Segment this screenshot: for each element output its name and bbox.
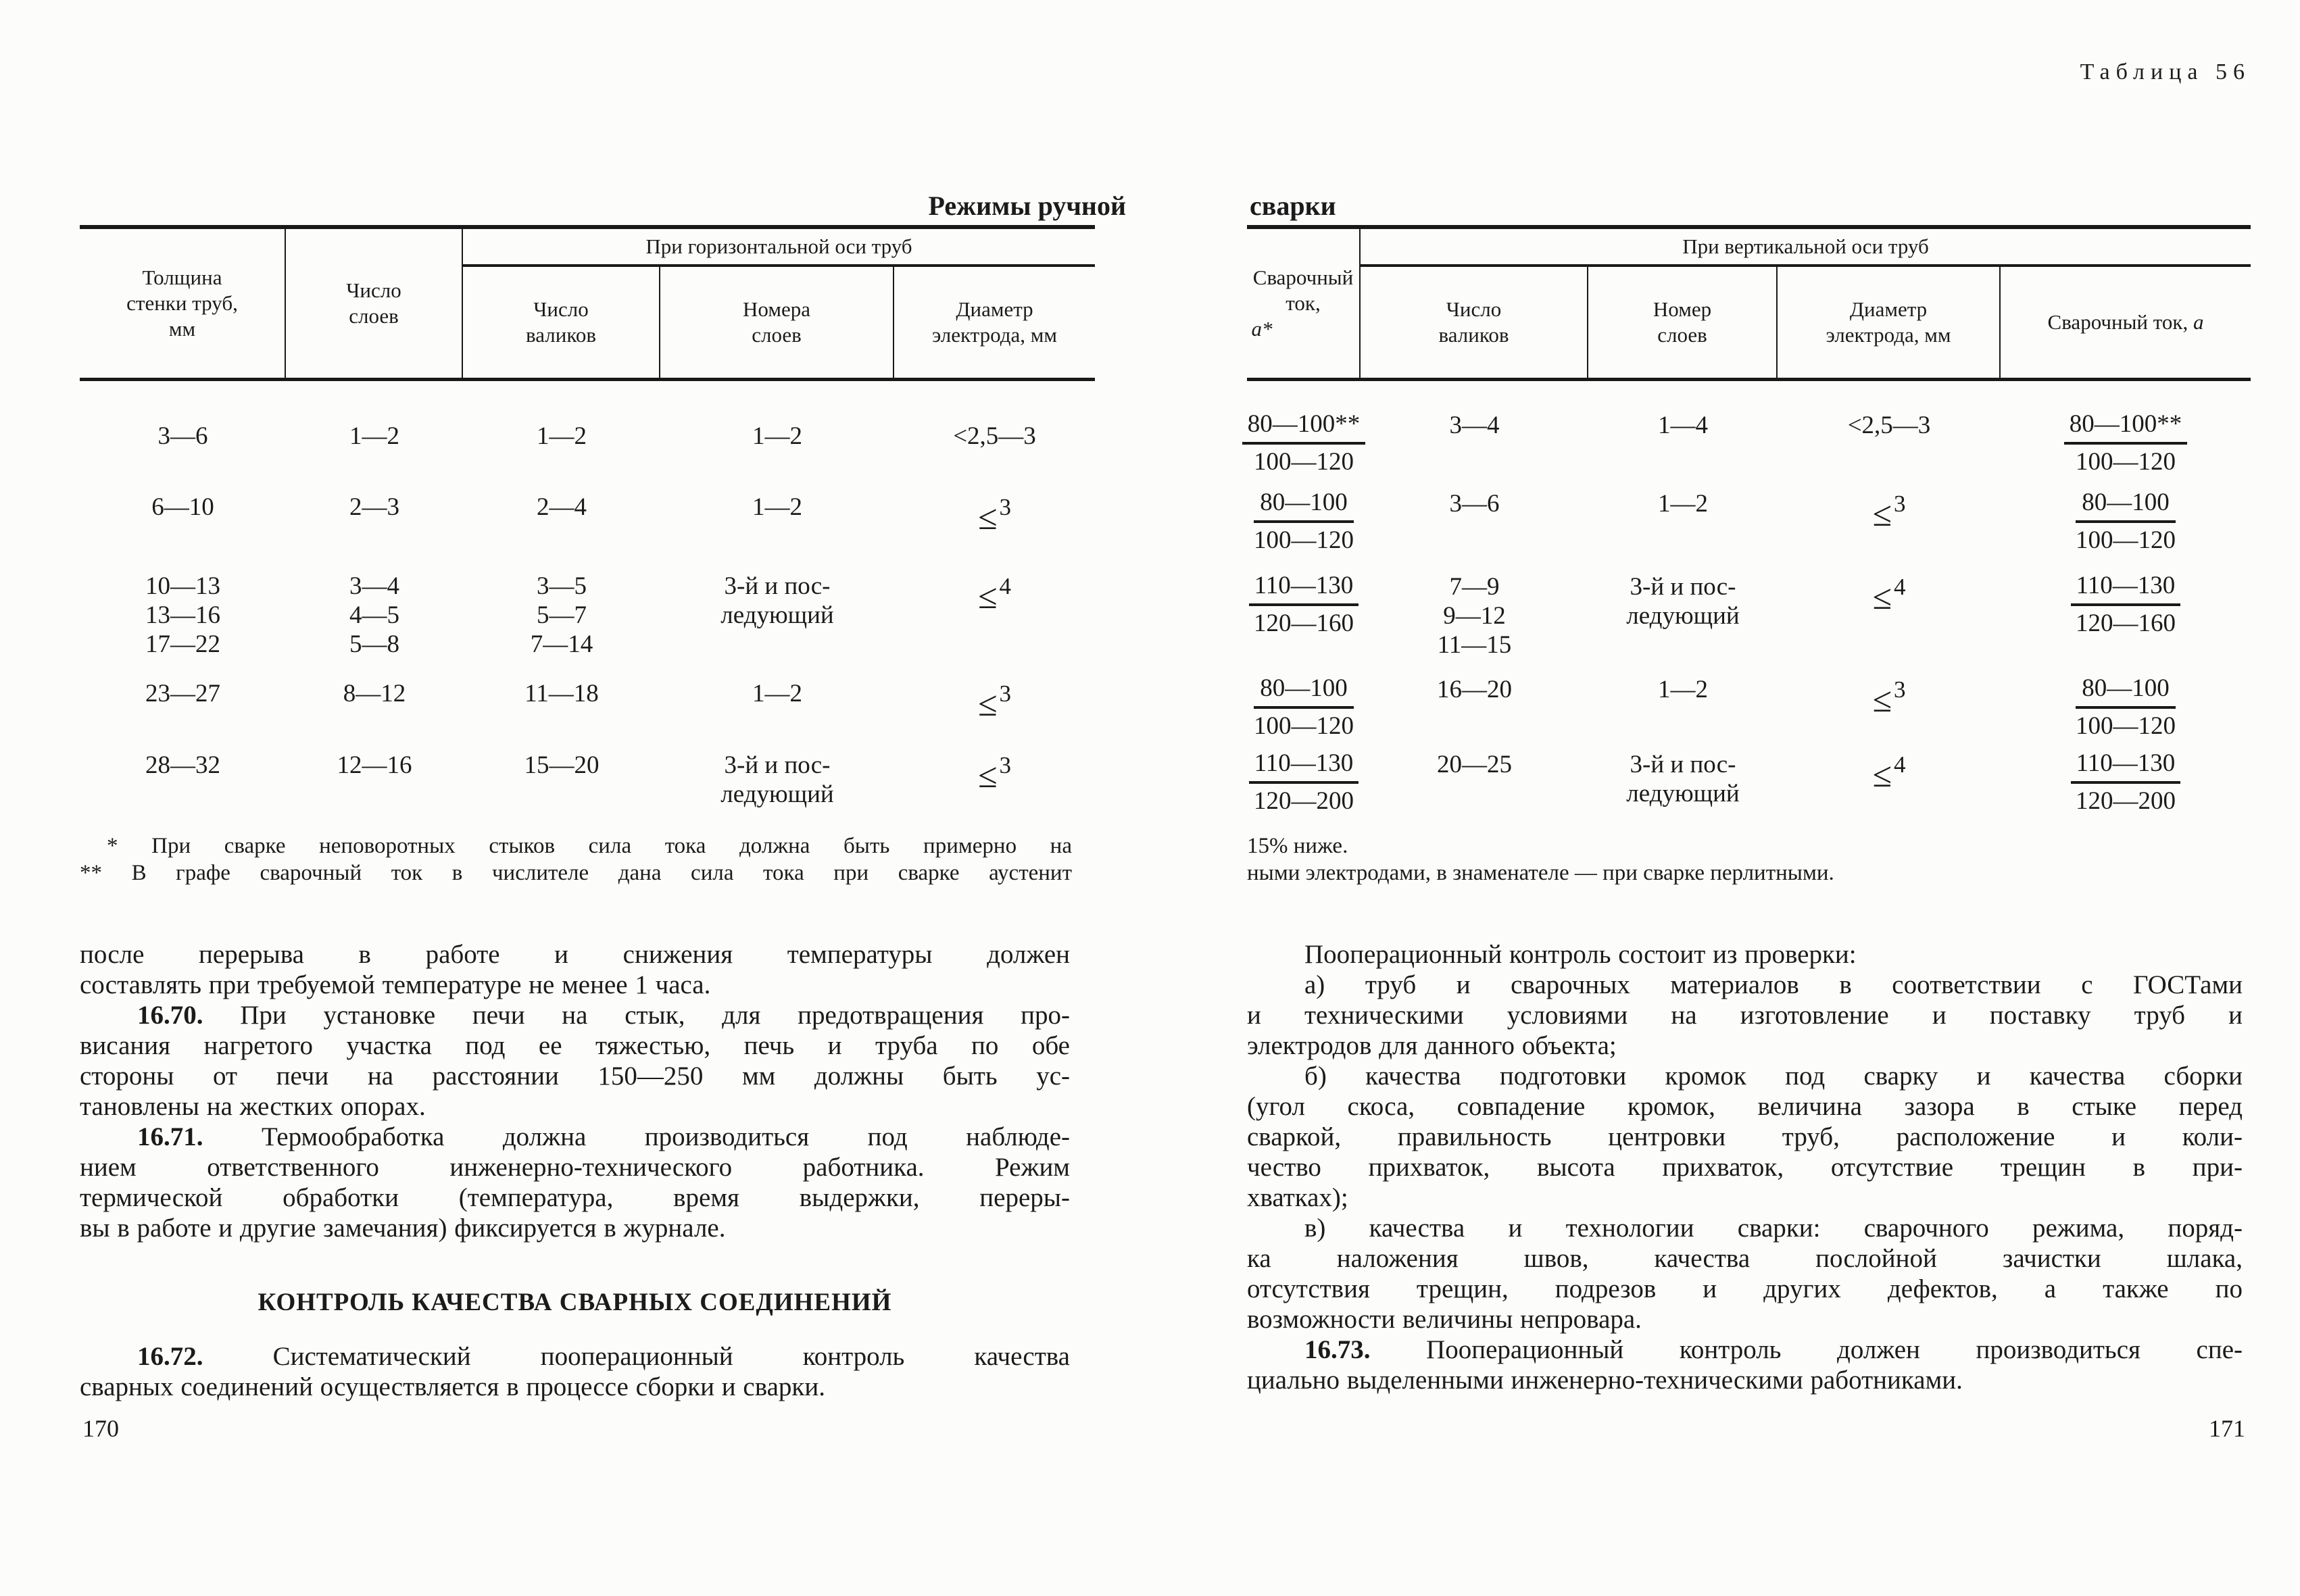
table-value: 9—12 bbox=[1443, 602, 1506, 630]
text-line: сварных соединений осуществляется в процессе сборки и сварки. bbox=[80, 1372, 825, 1401]
table-value: 1—2 bbox=[537, 422, 587, 450]
paragraph bbox=[1247, 970, 2243, 1061]
table-title-right-part: сварки bbox=[1250, 191, 1336, 221]
text-line: тановлены на жестких опорах. bbox=[80, 1092, 426, 1121]
table-cell bbox=[1588, 411, 1778, 476]
col-header-welding-current: Сварочный ток, а bbox=[2047, 310, 2204, 334]
text-line: электродов для данного объекта; bbox=[1247, 1031, 1617, 1060]
table-cell bbox=[660, 572, 894, 662]
table-cell bbox=[463, 572, 660, 662]
table-cell bbox=[1361, 675, 1588, 740]
footnote-line: 15% ниже. bbox=[1247, 834, 1348, 858]
table-footnotes-continued bbox=[1247, 832, 2251, 887]
fraction-denominator: 120—160 bbox=[1253, 609, 1354, 637]
table-cell bbox=[1778, 750, 2001, 824]
col-header-electrode-diameter: Диаметр электрода, мм bbox=[1778, 267, 2001, 378]
table-value: 13—16 bbox=[145, 601, 220, 629]
text-line: Пооперационный контроль состоит из проверки: bbox=[1304, 940, 1857, 969]
table-header bbox=[80, 225, 1095, 381]
text-line: 16.70. При установке печи на стык, для предотвращения про- bbox=[137, 1001, 1070, 1030]
fraction-numerator: 110—130 bbox=[2071, 572, 2181, 606]
text-line: чество прихваток, высота прихваток, отсутствие трещин в при- bbox=[1247, 1153, 2243, 1182]
table-cell bbox=[894, 572, 1095, 662]
fraction-numerator: 80—100 bbox=[2076, 675, 2176, 709]
current-fraction bbox=[2076, 675, 2176, 740]
table-value: ≤3 bbox=[977, 494, 1012, 537]
table-cell bbox=[1361, 750, 1588, 824]
fraction-numerator: 80—100** bbox=[1242, 411, 1366, 445]
table-value: 3-й и пос- bbox=[724, 572, 831, 600]
table-cell bbox=[1361, 411, 1588, 476]
fraction-denominator: 100—120 bbox=[2076, 448, 2176, 476]
paragraphs-after-heading bbox=[80, 1341, 1070, 1402]
table-cell bbox=[463, 751, 660, 820]
fraction-denominator: 100—120 bbox=[1254, 448, 1354, 476]
table-value: 3—6 bbox=[157, 422, 208, 450]
table-cell bbox=[286, 751, 463, 820]
right-page bbox=[1247, 0, 2251, 1596]
table-cell bbox=[660, 751, 894, 820]
page-number-left: 170 bbox=[82, 1415, 119, 1442]
table-cell-fraction bbox=[1247, 489, 1361, 554]
table-value: ≤3 bbox=[977, 752, 1012, 795]
text-line: сваркой, правильность центровки труб, расположение и коли- bbox=[1247, 1122, 2243, 1151]
table-value: <2,5—3 bbox=[953, 422, 1036, 450]
table-cell-fraction bbox=[1247, 750, 1361, 824]
welding-modes-table-horizontal bbox=[80, 225, 1095, 820]
current-fraction bbox=[1242, 411, 1366, 476]
footnote-line: ными электродами, в знаменателе — при сварке перлитными. bbox=[1247, 861, 1834, 885]
text-line: термической обработки (температура, время выдержки, переры- bbox=[80, 1183, 1070, 1212]
col-header-bead-count: Число валиков bbox=[1361, 267, 1588, 378]
table-cell-fraction bbox=[2001, 750, 2251, 824]
table-value: 3—5 bbox=[537, 572, 587, 600]
table-cell bbox=[660, 493, 894, 543]
text-line: в) качества и технологии сварки: сварочного режима, поряд- bbox=[1304, 1214, 2243, 1243]
table-cell bbox=[1778, 489, 2001, 554]
table-row bbox=[1247, 476, 2251, 553]
text-line: а) труб и сварочных материалов в соответствии с ГОСТами bbox=[1304, 970, 2243, 999]
fraction-numerator: 110—130 bbox=[1249, 750, 1359, 784]
fraction-denominator: 100—120 bbox=[2076, 712, 2176, 740]
table-value: 11—18 bbox=[524, 680, 599, 707]
table-value: 17—22 bbox=[145, 630, 220, 658]
text-line: вы в работе и другие замечания) фиксируется в журнале. bbox=[80, 1214, 726, 1243]
fraction-numerator: 80—100** bbox=[2064, 411, 2188, 445]
table-value: 1—2 bbox=[349, 422, 399, 450]
text-line: висания нагретого участка под ее тяжестью, печь и труба по обе bbox=[80, 1031, 1070, 1060]
table-cell bbox=[1588, 750, 1778, 824]
table-row bbox=[80, 662, 1095, 736]
table-value: 1—2 bbox=[1658, 676, 1708, 703]
table-row bbox=[1247, 739, 2251, 824]
fraction-numerator: 80—100 bbox=[1254, 675, 1354, 709]
table-cell bbox=[660, 679, 894, 736]
table-value: 1—2 bbox=[752, 422, 802, 450]
table-value: 2—4 bbox=[537, 493, 587, 521]
table-value: 15—20 bbox=[524, 751, 600, 779]
group-header-vertical-axis: При вертикальной оси труб bbox=[1361, 229, 2251, 267]
table-value: ≤4 bbox=[977, 573, 1012, 616]
table-row bbox=[80, 736, 1095, 820]
text-line: возможности величины непровара. bbox=[1247, 1305, 1642, 1334]
table-value: 3-й и пос- bbox=[1630, 573, 1736, 601]
table-value: 1—4 bbox=[1658, 412, 1708, 439]
body-text bbox=[80, 939, 1070, 1402]
table-value: 6—10 bbox=[151, 493, 214, 521]
table-value: 2—3 bbox=[349, 493, 399, 521]
table-value: 1—2 bbox=[752, 680, 802, 707]
table-row bbox=[80, 543, 1095, 662]
fraction-denominator: 100—120 bbox=[1254, 712, 1354, 740]
table-cell bbox=[1778, 572, 2001, 662]
table-cell bbox=[1588, 489, 1778, 554]
current-fraction bbox=[1249, 572, 1359, 637]
current-fraction bbox=[1254, 675, 1354, 740]
table-cell-fraction bbox=[2001, 675, 2251, 740]
footnote-line: ** В графе сварочный ток в числителе дана сила тока при сварке аустенит bbox=[80, 861, 1072, 885]
paragraph bbox=[80, 1000, 1070, 1122]
table-cell bbox=[286, 422, 463, 472]
group-header-horizontal-axis: При горизонтальной оси труб bbox=[463, 229, 1095, 267]
table-value: ледующий bbox=[720, 601, 834, 629]
table-cell bbox=[1361, 572, 1588, 662]
table-cell bbox=[1361, 489, 1588, 554]
table-cell bbox=[286, 572, 463, 662]
table-cell-fraction bbox=[2001, 489, 2251, 554]
table-value: 12—16 bbox=[337, 751, 412, 779]
table-cell bbox=[894, 751, 1095, 820]
paragraphs bbox=[80, 939, 1070, 1243]
table-value: <2,5—3 bbox=[1847, 412, 1931, 439]
text-line: и техническими условиями на изготовление и поставку труб и bbox=[1247, 1001, 2243, 1030]
table-value: 20—25 bbox=[1437, 751, 1512, 778]
text-line: хватках); bbox=[1247, 1183, 1348, 1212]
table-value: ≤4 bbox=[1872, 751, 1906, 795]
table-cell-fraction bbox=[1247, 411, 1361, 476]
table-value: 3—6 bbox=[1449, 490, 1500, 518]
fraction-denominator: 100—120 bbox=[2076, 526, 2176, 554]
table-cell bbox=[80, 679, 286, 736]
table-cell bbox=[660, 422, 894, 472]
page-number-right: 171 bbox=[2209, 1415, 2245, 1442]
text-line: циально выделенными инженерно-техническими работниками. bbox=[1247, 1366, 1963, 1395]
table-value: 23—27 bbox=[145, 680, 220, 707]
text-line: стороны от печи на расстоянии 150—250 мм должны быть ус- bbox=[80, 1062, 1070, 1091]
text-line: 16.71. Термообработка должна производиться под наблюде- bbox=[137, 1122, 1070, 1151]
table-row bbox=[1247, 553, 2251, 662]
text-line: ка наложения швов, качества послойной зачистки шлака, bbox=[1247, 1244, 2243, 1273]
current-fraction bbox=[2071, 572, 2181, 637]
table-body bbox=[80, 381, 1095, 820]
fraction-denominator: 120—160 bbox=[2075, 609, 2176, 637]
paragraph bbox=[80, 939, 1070, 1000]
text-line: отсутствия трещин, подрезов и других дефектов, а также по bbox=[1247, 1274, 2243, 1303]
col-header-bead-count: Число валиков bbox=[463, 267, 660, 378]
table-row bbox=[80, 381, 1095, 472]
footnote-line: * При сварке неповоротных стыков сила тока должна быть примерно на bbox=[107, 834, 1072, 858]
table-value: 3—4 bbox=[1449, 412, 1500, 439]
fraction-denominator: 120—200 bbox=[1253, 787, 1354, 815]
table-row bbox=[1247, 662, 2251, 739]
table-value: 11—15 bbox=[1437, 631, 1512, 659]
paragraph bbox=[80, 1122, 1070, 1243]
table-value: 7—14 bbox=[530, 630, 593, 658]
text-line: после перерыва в работе и снижения температуры должен bbox=[80, 940, 1070, 969]
table-header bbox=[1247, 225, 2251, 381]
table-cell-fraction bbox=[1247, 675, 1361, 740]
col-header-layer-number: Номер слоев bbox=[1588, 267, 1778, 378]
fraction-numerator: 80—100 bbox=[2076, 489, 2176, 523]
table-cell-fraction bbox=[2001, 411, 2251, 476]
table-caption-number: Таблица 56 bbox=[2080, 59, 2251, 84]
text-line: (угол скоса, совпадение кромок, величина зазора в стыке перед bbox=[1247, 1092, 2243, 1121]
section-heading: КОНТРОЛЬ КАЧЕСТВА СВАРНЫХ СОЕДИНЕНИЙ bbox=[258, 1289, 892, 1316]
welding-modes-table-vertical bbox=[1247, 225, 2251, 824]
table-cell bbox=[1778, 675, 2001, 740]
paragraph bbox=[1247, 1061, 2243, 1213]
text-line: 16.72. Систематический пооперационный контроль качества bbox=[137, 1342, 1070, 1371]
table-value: ≤4 bbox=[1872, 574, 1906, 617]
text-line: нием ответственного инженерно-технического работника. Режим bbox=[80, 1153, 1070, 1182]
table-value: 3-й и пос- bbox=[724, 751, 831, 779]
table-cell bbox=[80, 422, 286, 472]
fraction-numerator: 110—130 bbox=[1249, 572, 1359, 606]
table-row bbox=[80, 472, 1095, 543]
col-header-welding-current-note: Сварочный ток, а* bbox=[1247, 229, 1361, 378]
table-value: 1—2 bbox=[1658, 490, 1708, 518]
table-cell bbox=[1588, 675, 1778, 740]
fraction-numerator: 110—130 bbox=[2071, 750, 2181, 784]
table-title-left-part: Режимы ручной bbox=[928, 191, 1126, 221]
table-value: ≤3 bbox=[1872, 676, 1906, 720]
table-value: 3—4 bbox=[349, 572, 399, 600]
paragraph bbox=[1247, 939, 2243, 970]
table-value: 7—9 bbox=[1449, 573, 1500, 601]
table-row bbox=[1247, 381, 2251, 476]
table-cell bbox=[80, 751, 286, 820]
text-line: б) качества подготовки кромок под сварку и качества сборки bbox=[1304, 1062, 2243, 1091]
current-fraction bbox=[1254, 489, 1354, 554]
table-cell bbox=[463, 679, 660, 736]
table-value: 1—2 bbox=[752, 493, 802, 521]
table-value: 16—20 bbox=[1437, 676, 1512, 703]
table-cell bbox=[80, 572, 286, 662]
paragraph bbox=[1247, 1213, 2243, 1335]
current-fraction bbox=[2064, 411, 2188, 476]
paragraph bbox=[1247, 1335, 2243, 1395]
table-value: ледующий bbox=[720, 780, 834, 808]
table-cell-fraction bbox=[1247, 572, 1361, 662]
table-footnotes bbox=[80, 832, 1072, 887]
table-value: ≤3 bbox=[977, 680, 1012, 724]
table-value: ледующий bbox=[1626, 780, 1740, 807]
current-fraction bbox=[2071, 750, 2181, 815]
table-value: 28—32 bbox=[145, 751, 220, 779]
text-line: 16.73. Пооперационный контроль должен производиться спе- bbox=[1304, 1335, 2243, 1364]
col-header-wall-thickness: Толщина стенки труб, мм bbox=[80, 229, 286, 378]
text-line: составлять при требуемой температуре не менее 1 часа. bbox=[80, 970, 711, 999]
col-header-layer-numbers: Номера слоев bbox=[660, 267, 894, 378]
body-text bbox=[1247, 939, 2243, 1395]
paragraph bbox=[80, 1341, 1070, 1402]
table-value: 5—7 bbox=[537, 601, 587, 629]
table-value: 5—8 bbox=[349, 630, 399, 658]
table-cell bbox=[894, 679, 1095, 736]
table-cell bbox=[1588, 572, 1778, 662]
fraction-denominator: 120—200 bbox=[2075, 787, 2176, 815]
table-cell bbox=[894, 493, 1095, 543]
table-value: 3-й и пос- bbox=[1630, 751, 1736, 778]
table-cell bbox=[80, 493, 286, 543]
fraction-numerator: 80—100 bbox=[1254, 489, 1354, 523]
table-value: 4—5 bbox=[349, 601, 399, 629]
table-cell bbox=[463, 493, 660, 543]
current-fraction bbox=[1249, 750, 1359, 815]
fraction-denominator: 100—120 bbox=[1254, 526, 1354, 554]
table-cell bbox=[894, 422, 1095, 472]
table-value: ≤3 bbox=[1872, 491, 1906, 534]
table-cell bbox=[463, 422, 660, 472]
table-cell-fraction bbox=[2001, 572, 2251, 662]
table-cell bbox=[1778, 411, 2001, 476]
table-body bbox=[1247, 381, 2251, 824]
table-cell bbox=[286, 493, 463, 543]
table-value: ледующий bbox=[1626, 602, 1740, 630]
col-header-layer-count: Число слоев bbox=[286, 229, 463, 378]
col-header-electrode-diameter: Диаметр электрода, мм bbox=[932, 297, 1057, 347]
table-value: 10—13 bbox=[145, 572, 220, 600]
left-page bbox=[80, 0, 1126, 1596]
paragraphs bbox=[1247, 939, 2243, 1395]
table-value: 8—12 bbox=[343, 680, 406, 707]
table-cell bbox=[286, 679, 463, 736]
current-fraction bbox=[2076, 489, 2176, 554]
